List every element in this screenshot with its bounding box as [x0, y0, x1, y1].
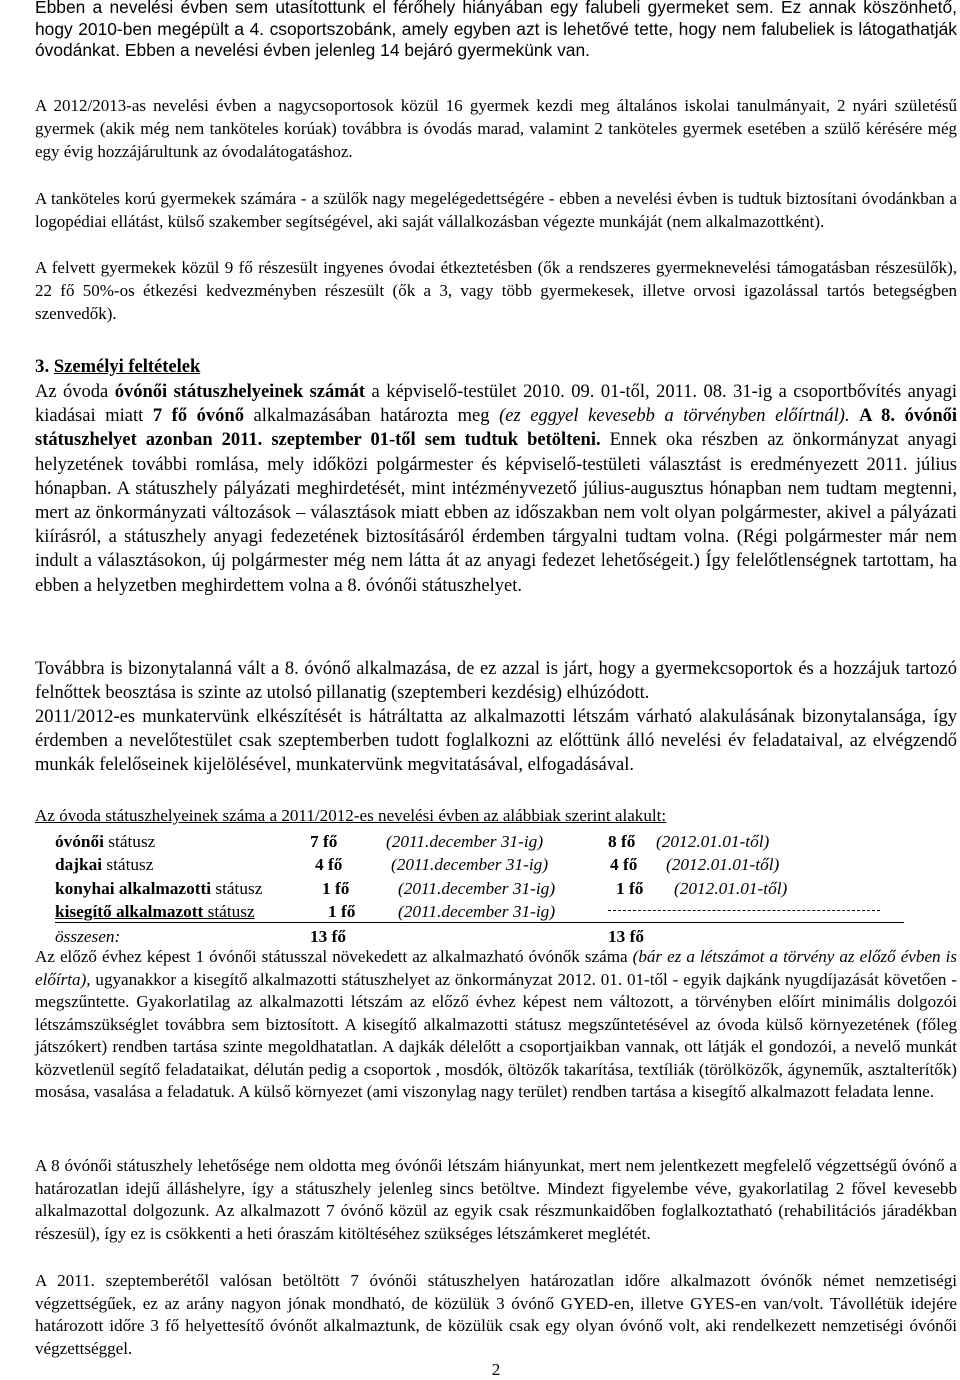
- table-row: óvónői státusz 7 fő (2011.december 31-ig) 8 fő (2012.01.01-től): [55, 831, 770, 851]
- paragraph-capacity: Ebben a nevelési évben sem utasítottunk el férőhely hiányában egy falubeli gyermeket sem. Ez annak köszönhető, hogy 2010-ben megépült a 4. csoportszobánk, amely egyben azt is lehetővé tette, hogy nem falubeliek is látogathatják óvodánkat. Ebben a nevelési évben jelenleg 14 bejáró gyermekünk van.: [35, 0, 957, 60]
- paragraph-meals: A felvett gyermekek közül 9 fő részesült ingyenes óvodai étkeztetésben (ők a rendszeres gyermeknevelési támogatásban részesülők), 22 fő 50%-os étkezési kedvezményben részesült (ők a 3, vagy több gyermekesek, illetve orvosi igazolással tartós betegségben szenvedők).: [35, 258, 957, 323]
- paragraph-staff-positions: Az óvoda óvónői státuszhelyeinek számát a képviselő-testület 2010. 09. 01-től, 2011. 08. 31-ig a csoportbővítés anyagi kiadásai miatt 7 fő óvónő alkalmazásában határozta meg (ez eggyel kevesebb a törvényben előírtnál). A 8. óvónői státuszhelyet azonban 2011. szeptember 01-től sem tudtuk betölteni. Ennek oka részben az önkormányzat anyagi helyzetének további romlása, mely időközi polgármester és képviselő-testületi választást is eredményezett 2011. július hónapban. A státuszhely pályázati meghirdetését, mint intézményvezető július-augusztus hónapban nem tudtam megtenni, mert az önkormányzati változások – választások miatt ebben az időszakban nem volt olyan polgármester, akivel a pályázati kiírásról, a státuszhely anyagi fedezetének biztosításáról érdemben tárgyalni tudtam volna. (Régi polgármester már nem indult a választásokon, új polgármester még nem látta át az anyagi fedezet lehetőségeit.) Így felelőtlenségnek tartottam, ha ebben a helyzetben meghirdettem volna a 8. óvónői státuszhelyet.: [35, 382, 957, 596]
- staff-status-table: [55, 828, 904, 947]
- section-title: Személyi feltételek: [53, 357, 201, 377]
- table-row: dajkai státusz 4 fő (2011.december 31-ig) 4 fő (2012.01.01-től): [55, 855, 780, 874]
- paragraph-vacancy: A 8 óvónői státuszhely lehetősége nem oldotta meg óvónői létszám hiányunkat, mert nem jelentkezett megfelelő végzettségű óvónő a határozatlan idejű álláshelyre, így a státuszhely jelenleg sincs betöltve. Mindezt figyelembe véve, gyakorlatilag 2 fővel kevesebb alkalmazottal dolgozunk. Az alkalmazott 7 óvónő közül az egyik csak részmunkaidőben foglalkoztatható (rehabilitációs járadékban részesül), így ez is csökkenti a heti óraszám kitöltéséhez szükséges létszámkeret meglétét.: [35, 1156, 957, 1243]
- table-row: konyhai alkalmazotti státusz 1 fő (2011.december 31-ig) 1 fő (2012.01.01-től): [55, 878, 788, 898]
- paragraph-work-plan: 2011/2012-es munkatervünk elkészítését is hátráltatta az alkalmazotti létszám várható alakulásának bizonytalansága, így érdemben a nevelőtestület csak szeptemberben tudott foglalkozni az előttünk álló nevelési év feladataival, az elvégzendő munkák felelőseinek kijelölésével, munkatervünk megvitatásával, elfogadásával.: [35, 707, 957, 776]
- table-row: kisegítő alkalmazott státusz 1 fő (2011.december 31-ig): [55, 899, 904, 923]
- page-number: 2: [491, 1360, 501, 1379]
- paragraph-school-start: A 2012/2013-as nevelési évben a nagycsoportosok közül 16 gyermek kezdi meg általános iskolai tanulmányait, 2 nyári születésű gyermek (akik még nem tanköteles korúak) továbbra is óvodás marad, valamint 2 tanköteles gyermek esetében a szülő kérésére még egy évig hozzájárultunk az óvodalátogatáshoz.: [35, 96, 957, 161]
- dashed-rule: [608, 899, 904, 923]
- section-number: 3.: [35, 356, 50, 377]
- paragraph-comparison: Az előző évhez képest 1 óvónői státusszal növekedett az alkalmazható óvónők száma (bár ez a létszámot a törvény az előző évben is előírta), ugyanakkor a kisegítő alkalmazotti státuszhelyet az önkormányzat 2012. 01. 01-től - egyik dajkánk nyugdíjazását követően - megszűntette. Gyakorlatilag az alkalmazotti létszám az előző évhez képest nem változott, a törvényben előírt minimális dolgozói létszámszükséglet továbbra sem biztosított. A kisegítő alkalmazotti státusz megszűntetésével az óvoda külső környezetének (főleg játszókert) rendben tartása szinte megoldhatatlan. A dajkák délelőtt a csoportjaikban vannak, ott látják el gondozói, a nevelő munkát közvetlenül segítő feladataikat, délután pedig a csoportok , mosdók, öltözők takarítása, textíliák (törölközők, ágyneműk, asztalterítők) mosása, vasalása a feladatuk. A külső környezet (ami viszonylag nagy terület) rendben tartása a kisegítő alkalmazott feladata lenne.: [35, 947, 958, 1101]
- table-heading: Az óvoda státuszhelyeinek száma a 2011/2012-es nevelési évben az alábbiak szerint alakult:: [35, 806, 667, 825]
- paragraph-nationality: A 2011. szeptemberétől valósan betöltött 7 óvónői státuszhelyen határozatlan időre alkalmazott óvónők német nemzetiségi végzettségűek, ez az arány nagyon jónak mondható, de közülük 3 óvónő GYED-en, illetve GYES-en van/volt. Távollétük idejére határozott időre 3 fő helyettesítő óvónőt alkalmaztunk, de közülük csak egy olyan óvónő volt, aki rendelkezett nemzetiségi óvónői végzettséggel.: [35, 1271, 957, 1358]
- paragraph-uncertainty: Továbbra is bizonytalanná vált a 8. óvónő alkalmazása, de ez azzal is járt, hogy a gyermekcsoportok és a hozzájuk tartozó felnőttek beosztása is szinte az utolsó pillanatig (szeptemberi kezdésig) elhúzódott.: [35, 659, 957, 704]
- section-heading: [35, 355, 200, 379]
- table-total-row: összesen: 13 fő 13 fő: [55, 926, 644, 946]
- paragraph-speech-therapy: A tanköteles korú gyermekek számára - a szülők nagy megelégedettségére - ebben a nevelési évben is tudtuk biztosítani óvodánkban a logopédiai ellátást, külső szakember segítségével, aki saját vállalkozásban végezte munkáját (nem alkalmazottként).: [35, 189, 957, 231]
